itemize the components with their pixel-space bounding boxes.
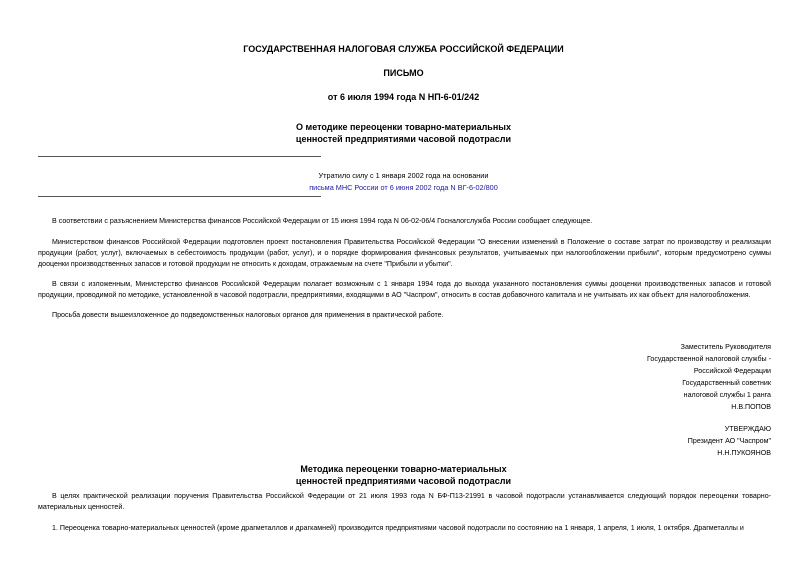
document-title [0, 121, 807, 145]
approval-line: Н.Н.ПУКОЯНОВ [717, 449, 771, 457]
document-title-line-1: О методике переоценки товарно-материальных [296, 122, 511, 132]
signature-line: Российской Федерации [693, 367, 771, 375]
approval-line: Президент АО "Часпром" [687, 437, 771, 445]
methodology-title [0, 463, 807, 487]
signature-block-approval [551, 423, 771, 459]
body-paragraph-1-text: В соответствии с разъяснением Министерства финансов Российской Федерации от 15 июня 1994 года N 06-02-06/4 Госналогслужба России сообщает следующее. [52, 217, 593, 225]
document-title-line-2: ценностей предприятиями часовой подотрасли [295, 134, 512, 144]
annulment-link[interactable]: письма МНС России от 6 июня 2002 года N ВГ-6-02/800 [309, 183, 498, 192]
divider-top [38, 156, 321, 157]
signature-line: налоговой службы 1 ранга [683, 391, 771, 399]
body-paragraph-2 [38, 237, 771, 270]
body-paragraph-2-text: Министерством финансов Российской Федерации подготовлен проект постановления Правительства Российской Федерации "О внесении изменений в Положение о составе затрат по производству и реализации продукции (работ, услуг), включаемых в себестоимость продукции (работ, услуг), и о порядке формирования финансовых результатов, учитываемых при налогообложении прибыли", которым предусмотрено суммы дооценки производственных запасов и готовой продукции не относить к доходам, отражаемым на счете "Прибыли и убытки". [38, 238, 771, 268]
methodology-paragraph-2-text: 1. Переоценка товарно-материальных ценностей (кроме драгметаллов и драгкамней) производится предприятиями часовой подотрасли по состоянию на 1 января, 1 апреля, 1 июля, 1 октября. Драгметаллы и [52, 524, 744, 532]
methodology-title-line-1: Методика переоценки товарно-материальных [300, 464, 507, 474]
signature-block-deputy [551, 341, 771, 413]
methodology-paragraph-2 [38, 523, 771, 534]
signature-line: Государственной налоговой службы - [647, 355, 771, 363]
annulment-text: Утратило силу с 1 января 2002 года на основании [318, 171, 489, 180]
signature-line: Заместитель Руководителя [680, 343, 771, 351]
document-date-number: от 6 июля 1994 года N НП-6-01/242 [327, 92, 480, 102]
signature-line: Н.В.ПОПОВ [731, 403, 771, 411]
divider-bottom [38, 196, 321, 197]
agency-heading: ГОСУДАРСТВЕННАЯ НАЛОГОВАЯ СЛУЖБА РОССИЙСКОЙ ФЕДЕРАЦИИ [243, 44, 564, 54]
document-type: ПИСЬМО [383, 68, 424, 78]
methodology-paragraph-1-text: В целях практической реализации поручения Правительства Российской Федерации от 21 июля 1993 года N БФ-П13-21991 в часовой подотрасли устанавливается следующий порядок переоценки товарно-материальных ценностей. [38, 492, 771, 511]
body-paragraph-1 [38, 216, 771, 227]
methodology-paragraph-1 [38, 491, 771, 513]
body-paragraph-3 [38, 279, 771, 301]
methodology-title-line-2: ценностей предприятиями часовой подотрасли [295, 476, 512, 486]
annulment-note [0, 170, 807, 194]
approval-line: УТВЕРЖДАЮ [724, 425, 771, 433]
body-paragraph-4 [38, 310, 771, 321]
body-paragraph-4-text: Просьба довести вышеизложенное до подведомственных налоговых органов для применения в практической работе. [52, 311, 444, 319]
body-paragraph-3-text: В связи с изложенным, Министерство финансов Российской Федерации полагает возможным с 1 января 1994 года до выхода указанного постановления суммы дооценки производственных запасов и готовой продукции, проводимой по методике, установленной в часовой подотрасли, предприятиями, входящими в АО "Часпром", относить в состав добавочного капитала и не учитывать их как объект для налогообложения. [38, 280, 771, 299]
signature-line: Государственный советник [682, 379, 771, 387]
